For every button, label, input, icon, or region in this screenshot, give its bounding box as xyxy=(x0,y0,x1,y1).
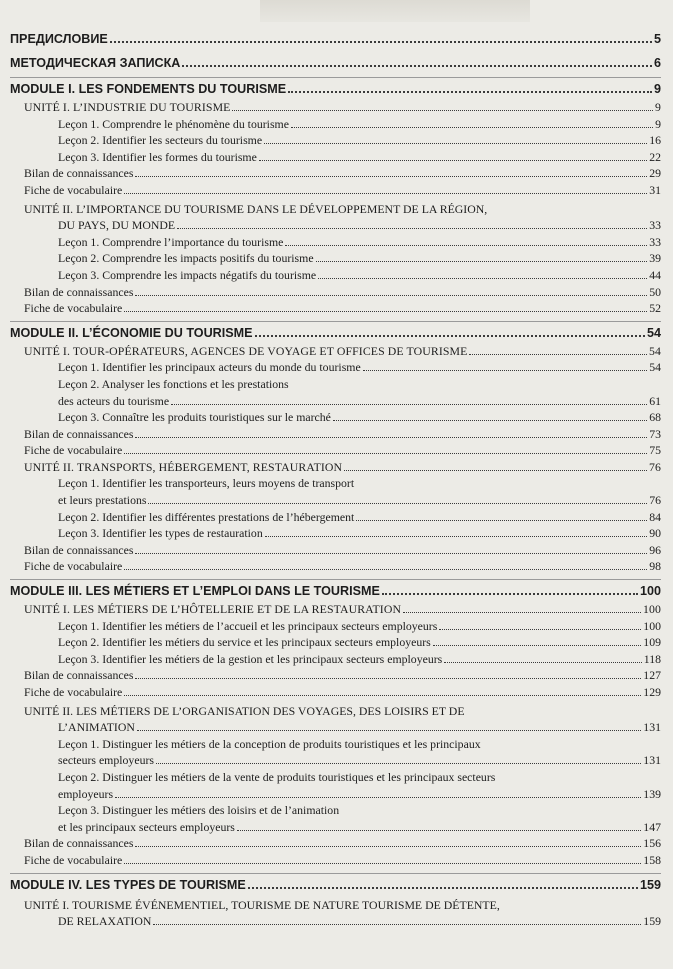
unit-heading[interactable] xyxy=(10,601,661,618)
lesson-title-line: Leçon 1. Distinguer les métiers de la conception de produits touristiques et les principaux xyxy=(58,736,481,751)
entry-page: 75 xyxy=(649,443,661,458)
unit-heading[interactable] xyxy=(10,719,661,736)
dot-leader xyxy=(344,470,647,471)
dot-leader xyxy=(288,91,652,93)
bilan-entry[interactable] xyxy=(10,835,661,852)
entry-title: Bilan de connaissances xyxy=(24,836,134,851)
lesson-entry[interactable] xyxy=(10,267,661,284)
unit-title-line: UNITÉ II. L’IMPORTANCE DU TOURISME DANS LE DÉVELOPPEMENT DE LA RÉGION, xyxy=(24,201,488,216)
lesson-title-line: Leçon 2. Analyser les fonctions et les prestations xyxy=(58,376,289,391)
dot-leader xyxy=(259,160,647,161)
unit-title-line: UNITÉ I. TOURISME ÉVÉNEMENTIEL, TOURISME DE NATURE TOURISME DE DÉTENTE, xyxy=(24,897,500,912)
entry-title: Leçon 1. Identifier les métiers de l’accueil et les principaux secteurs employeurs xyxy=(58,618,438,633)
entry-page: 33 xyxy=(649,218,661,233)
bleed-through-header xyxy=(260,0,530,22)
fiche-entry[interactable] xyxy=(10,684,661,701)
entry-title: Leçon 2. Identifier les métiers du service et les principaux secteurs employeurs xyxy=(58,635,431,650)
entry-page: 68 xyxy=(649,410,661,425)
entry-title: DU PAYS, DU MONDE xyxy=(58,218,176,233)
entry-title: Leçon 3. Identifier les formes du tourisme xyxy=(58,149,257,164)
entry-title: MODULE IV. LES TYPES DE TOURISME xyxy=(10,877,246,892)
entry-title: UNITÉ II. TRANSPORTS, HÉBERGEMENT, RESTAURATION xyxy=(24,459,343,474)
entry-page: 100 xyxy=(643,602,661,617)
entry-title: MODULE I. LES FONDEMENTS DU TOURISME xyxy=(10,82,287,96)
dot-leader xyxy=(382,593,638,595)
entry-title: et les principaux secteurs employeurs xyxy=(58,819,235,834)
toc-entry-preface[interactable] xyxy=(10,30,661,49)
dot-leader xyxy=(363,370,648,371)
entry-page: 5 xyxy=(653,32,661,46)
bilan-entry[interactable] xyxy=(10,542,661,559)
dot-leader xyxy=(124,193,647,194)
entry-title: UNITÉ I. L’INDUSTRIE DU TOURISME xyxy=(24,100,231,114)
lesson-entry[interactable] xyxy=(10,752,661,769)
lesson-entry[interactable] xyxy=(10,509,661,526)
dot-leader xyxy=(182,65,652,67)
bilan-entry[interactable] xyxy=(10,284,661,301)
lesson-entry[interactable] xyxy=(10,492,661,509)
unit-heading[interactable] xyxy=(10,217,661,234)
entry-title: secteurs employeurs xyxy=(58,753,154,768)
entry-title: UNITÉ I. LES MÉTIERS DE L’HÔTELLERIE ET DE LA RESTAURATION xyxy=(24,602,402,617)
entry-title: L’ANIMATION xyxy=(58,720,135,735)
dot-leader xyxy=(248,887,638,889)
unit-heading[interactable] xyxy=(10,343,661,360)
entry-title: Leçon 3. Identifier les métiers de la gestion et les principaux secteurs employeurs xyxy=(58,651,443,666)
entry-title: Bilan de connaissances xyxy=(24,284,134,299)
dot-leader xyxy=(137,730,641,731)
entry-page: 139 xyxy=(643,786,661,801)
dot-leader xyxy=(291,127,653,128)
entry-page: 6 xyxy=(653,56,661,70)
dot-leader xyxy=(124,453,647,454)
dot-leader xyxy=(110,41,652,43)
entry-page: 100 xyxy=(639,584,661,599)
dot-leader xyxy=(285,245,647,246)
entry-page: 50 xyxy=(649,284,661,299)
entry-title: MODULE III. LES MÉTIERS ET L’EMPLOI DANS LE TOURISME xyxy=(10,584,380,599)
entry-page: 54 xyxy=(649,360,661,375)
module-heading[interactable] xyxy=(10,873,661,895)
entry-title: MODULE II. L’ÉCONOMIE DU TOURISME xyxy=(10,325,253,340)
lesson-entry[interactable] xyxy=(10,393,661,410)
entry-title: Leçon 1. Comprendre l’importance du tourisme xyxy=(58,234,284,249)
dot-leader xyxy=(124,863,641,864)
bilan-entry[interactable] xyxy=(10,426,661,443)
entry-title: Bilan de connaissances xyxy=(24,166,134,181)
entry-title: et leurs prestations xyxy=(58,493,147,508)
dot-leader xyxy=(444,662,641,663)
entry-page: 29 xyxy=(649,166,661,181)
fiche-entry[interactable] xyxy=(10,300,661,317)
lesson-entry[interactable] xyxy=(10,409,661,426)
dot-leader xyxy=(156,763,641,764)
entry-title: Leçon 2. Identifier les différentes prestations de l’hébergement xyxy=(58,509,355,524)
module-heading[interactable] xyxy=(10,321,661,343)
lesson-entry[interactable] xyxy=(10,786,661,803)
dot-leader xyxy=(124,569,647,570)
entry-title: Leçon 1. Comprendre le phénomène du tourisme xyxy=(58,116,289,131)
dot-leader xyxy=(316,261,648,262)
entry-title: DE RELAXATION xyxy=(58,914,152,929)
unit-heading[interactable] xyxy=(10,913,661,930)
entry-page: 52 xyxy=(649,301,661,316)
dot-leader xyxy=(469,354,647,355)
entry-title: Leçon 1. Identifier les principaux acteurs du monde du tourisme xyxy=(58,360,361,375)
entry-page: 96 xyxy=(649,542,661,557)
entry-page: 39 xyxy=(649,251,661,266)
entry-title: Leçon 3. Comprendre les impacts négatifs du tourisme xyxy=(58,267,317,282)
dot-leader xyxy=(135,176,647,177)
entry-title: Leçon 3. Identifier les types de restauration xyxy=(58,526,263,541)
entry-page: 61 xyxy=(649,393,661,408)
entry-page: 76 xyxy=(649,459,661,474)
dot-leader xyxy=(237,830,641,831)
entry-title: Fiche de vocabulaire xyxy=(24,182,123,197)
dot-leader xyxy=(403,612,641,613)
fiche-entry[interactable] xyxy=(10,852,661,869)
lesson-entry[interactable] xyxy=(10,234,661,251)
bilan-entry[interactable] xyxy=(10,667,661,684)
unit-title-line: UNITÉ II. LES MÉTIERS DE L’ORGANISATION DES VOYAGES, DES LOISIRS ET DE xyxy=(24,703,465,718)
entry-title: Bilan de connaissances xyxy=(24,426,134,441)
dot-leader xyxy=(255,335,645,337)
dot-leader xyxy=(153,924,641,925)
entry-page: 9 xyxy=(653,82,661,96)
entry-page: 131 xyxy=(643,753,661,768)
entry-title: UNITÉ I. TOUR-OPÉRATEURS, AGENCES DE VOYAGE ET OFFICES DE TOURISME xyxy=(24,343,468,358)
entry-page: 31 xyxy=(649,182,661,197)
entry-page: 9 xyxy=(655,100,661,114)
entry-page: 100 xyxy=(643,618,661,633)
dot-leader xyxy=(135,846,641,847)
entry-page: 84 xyxy=(649,509,661,524)
table-of-contents xyxy=(10,77,661,930)
entry-page: 44 xyxy=(649,267,661,282)
entry-title: Fiche de vocabulaire xyxy=(24,685,123,699)
entry-title: Bilan de connaissances xyxy=(24,668,134,683)
dot-leader xyxy=(265,536,647,537)
toc-entry-method-note[interactable] xyxy=(10,54,661,73)
entry-page: 90 xyxy=(649,526,661,541)
entry-page: 33 xyxy=(649,234,661,249)
entry-title: des acteurs du tourisme xyxy=(58,393,170,408)
entry-page: 127 xyxy=(643,668,661,683)
dot-leader xyxy=(124,311,647,312)
lesson-entry[interactable] xyxy=(10,819,661,836)
bilan-entry[interactable] xyxy=(10,165,661,182)
entry-title: МЕТОДИЧЕСКАЯ ЗАПИСКА xyxy=(10,56,181,70)
entry-page: 109 xyxy=(643,635,661,650)
entry-title: Leçon 2. Comprendre les impacts positifs du tourisme xyxy=(58,251,314,266)
dot-leader xyxy=(439,629,641,630)
lesson-entry[interactable] xyxy=(10,116,661,133)
dot-leader xyxy=(171,404,647,405)
entry-page: 76 xyxy=(649,493,661,508)
dot-leader xyxy=(264,143,647,144)
entry-title: Bilan de connaissances xyxy=(24,542,134,557)
lesson-entry[interactable] xyxy=(10,651,661,668)
entry-page: 118 xyxy=(643,651,661,666)
entry-title: ПРЕДИСЛОВИЕ xyxy=(10,32,108,46)
fiche-entry[interactable] xyxy=(10,442,661,459)
entry-page: 54 xyxy=(646,325,661,340)
dot-leader xyxy=(232,110,653,111)
entry-page: 131 xyxy=(643,720,661,735)
dot-leader xyxy=(135,295,647,296)
lesson-title-line: Leçon 3. Distinguer les métiers des loisirs et de l’animation xyxy=(58,803,340,818)
entry-page: 73 xyxy=(649,426,661,441)
dot-leader xyxy=(135,678,641,679)
fiche-entry[interactable] xyxy=(10,182,661,199)
lesson-title-line: Leçon 2. Distinguer les métiers de la vente de produits touristiques et les principaux secteurs xyxy=(58,769,496,784)
lesson-title-line: Leçon 1. Identifier les transporteurs, leurs moyens de transport xyxy=(58,476,355,491)
entry-title: employeurs xyxy=(58,786,114,801)
unit-heading[interactable] xyxy=(10,99,661,116)
entry-page: 158 xyxy=(643,852,661,867)
dot-leader xyxy=(177,228,647,229)
module-heading[interactable] xyxy=(10,579,661,601)
lesson-entry[interactable] xyxy=(10,525,661,542)
entry-title: Leçon 2. Identifier les secteurs du tourisme xyxy=(58,133,263,148)
lesson-entry[interactable] xyxy=(10,149,661,166)
entry-page: 129 xyxy=(643,685,661,699)
dot-leader xyxy=(333,420,647,421)
entry-page: 22 xyxy=(649,149,661,164)
dot-leader xyxy=(356,520,647,521)
entry-page: 16 xyxy=(649,133,661,148)
unit-heading[interactable] xyxy=(10,459,661,476)
lesson-entry[interactable] xyxy=(10,132,661,149)
entry-page: 54 xyxy=(649,343,661,358)
entry-title: Fiche de vocabulaire xyxy=(24,852,123,867)
entry-page: 159 xyxy=(639,877,661,892)
dot-leader xyxy=(318,278,647,279)
lesson-entry[interactable] xyxy=(10,359,661,376)
entry-page: 9 xyxy=(655,116,661,131)
entry-page: 147 xyxy=(643,819,661,834)
dot-leader xyxy=(115,797,641,798)
lesson-entry[interactable] xyxy=(10,618,661,635)
dot-leader xyxy=(433,645,642,646)
module-heading[interactable] xyxy=(10,77,661,99)
lesson-entry[interactable] xyxy=(10,634,661,651)
entry-page: 98 xyxy=(649,559,661,574)
entry-title: Leçon 3. Connaître les produits touristiques sur le marché xyxy=(58,410,331,425)
entry-page: 156 xyxy=(643,836,661,851)
dot-leader xyxy=(135,553,647,554)
entry-title: Fiche de vocabulaire xyxy=(24,443,123,458)
fiche-entry[interactable] xyxy=(10,558,661,575)
dot-leader xyxy=(124,695,641,696)
entry-title: Fiche de vocabulaire xyxy=(24,301,123,316)
dot-leader xyxy=(135,437,647,438)
entry-title: Fiche de vocabulaire xyxy=(24,559,123,574)
dot-leader xyxy=(148,503,647,504)
lesson-entry[interactable] xyxy=(10,250,661,267)
entry-page: 159 xyxy=(643,914,661,929)
